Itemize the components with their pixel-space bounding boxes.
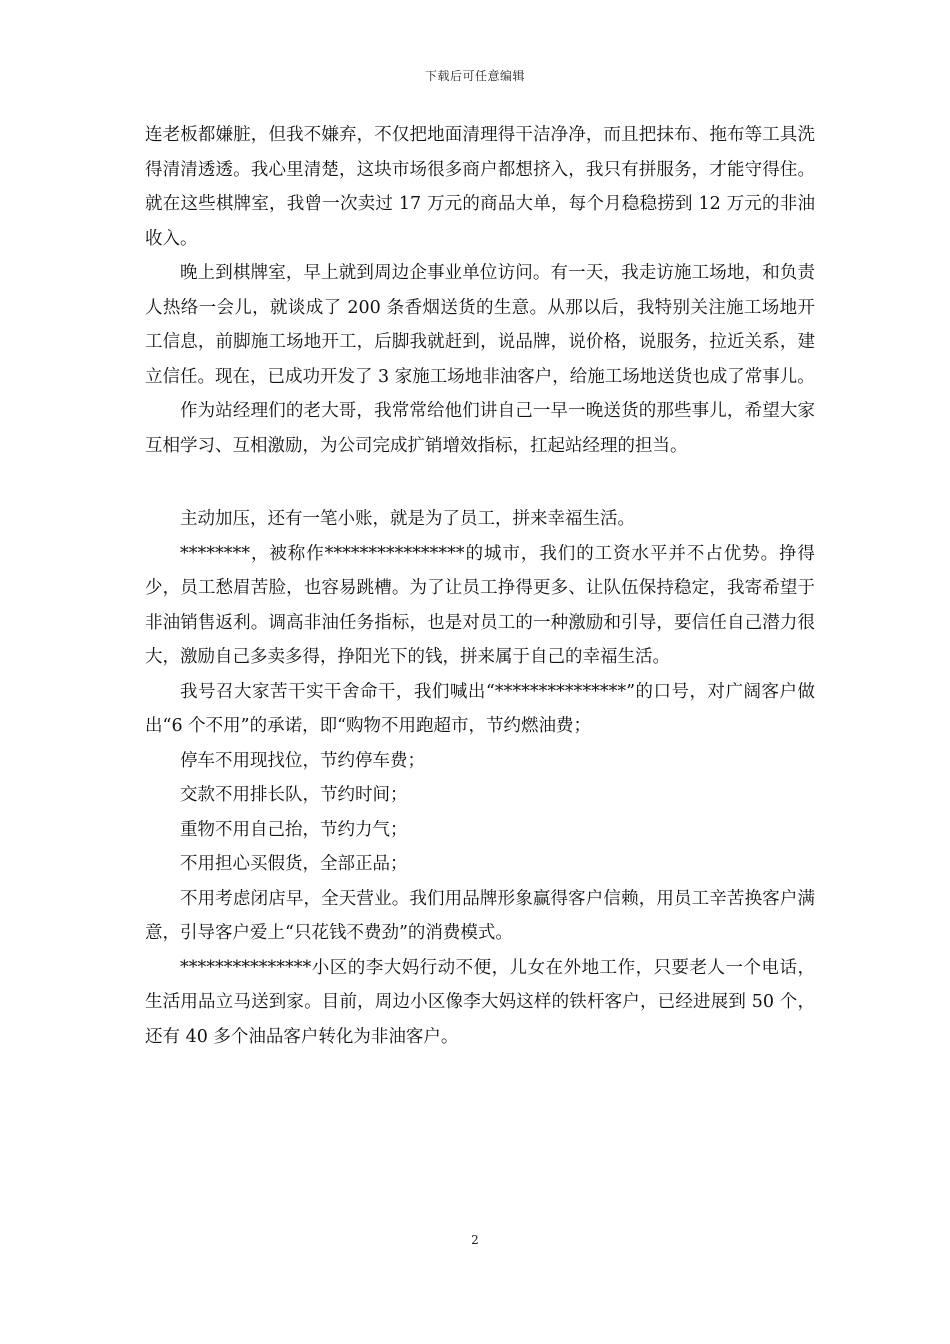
list-item: 交款不用排长队，节约时间； <box>180 785 408 805</box>
list-item: 不用担心买假货，全部正品； <box>180 854 408 874</box>
paragraph: ********，被称作****************的城市，我们的工资水平并不占优势。挣得少，员工愁眉苦脸，也容易跳槽。为了让员工挣得更多、让队伍保持稳定，我寄希望于非油销售返利。调高非油任务指标，也是对员工的一种激励和引导，要信任自己潜力很大，激励自己多卖多得，挣阳光下的钱，拼来属于自己的幸福生活。 <box>145 543 815 667</box>
section-heading-paragraph: 主动加压，还有一笔小账，就是为了员工，拼来幸福生活。 <box>180 509 635 529</box>
paragraph: 不用考虑闭店早，全天营业。我们用品牌形象赢得客户信赖，用员工辛苦换客户满意，引导客户爱上“只花钱不费劲”的消费模式。 <box>145 888 815 943</box>
paragraph: 晚上到棋牌室，早上就到周边企事业单位访问。有一天，我走访施工场地，和负责人热络一会儿，就谈成了 200 条香烟送货的生意。从那以后，我特别关注施工场地开工信息，前脚施工场地开工，后脚我就赶到，说品牌，说价格，说服务，拉近关系，建立信任。现在，已成功开发了 3 家施工场地非油客户，给施工场地送货也成了常事儿。 <box>145 263 815 387</box>
paragraph: 连老板都嫌脏，但我不嫌弃，不仅把地面清理得干洁净净，而且把抹布、拖布等工具洗得清清透透。我心里清楚，这块市场很多商户都想挤入，我只有拼服务，才能守得住。就在这些棋牌室，我曾一次卖过 17 万元的商品大单，每个月稳稳捞到 12 万元的非油收入。 <box>145 125 815 249</box>
paragraph: 我号召大家苦干实干舍命干，我们喊出“***************”的口号，对广阔客户做出“6 个不用”的承诺，即“购物不用跑超市，节约燃油费； <box>145 681 815 736</box>
page-number: 2 <box>471 1233 479 1247</box>
paragraph: ***************小区的李大妈行动不便，儿女在外地工作，只要老人一个电话，生活用品立马送到家。目前，周边小区像李大妈这样的铁杆客户，已经进展到 50 个，还有 40 多个油品客户转化为非油客户。 <box>145 957 815 1047</box>
list-item: 停车不用现找位，节约停车费； <box>180 750 425 771</box>
document-body <box>145 118 815 1054</box>
paragraph: 作为站经理们的老大哥，我常常给他们讲自己一早一晚送货的那些事儿，希望大家互相学习、互相激励，为公司完成扩销增效指标，扛起站经理的担当。 <box>145 401 815 456</box>
list-item: 重物不用自己抬，节约力气； <box>180 819 408 840</box>
page-header: 下载后可任意编辑 <box>424 69 525 83</box>
